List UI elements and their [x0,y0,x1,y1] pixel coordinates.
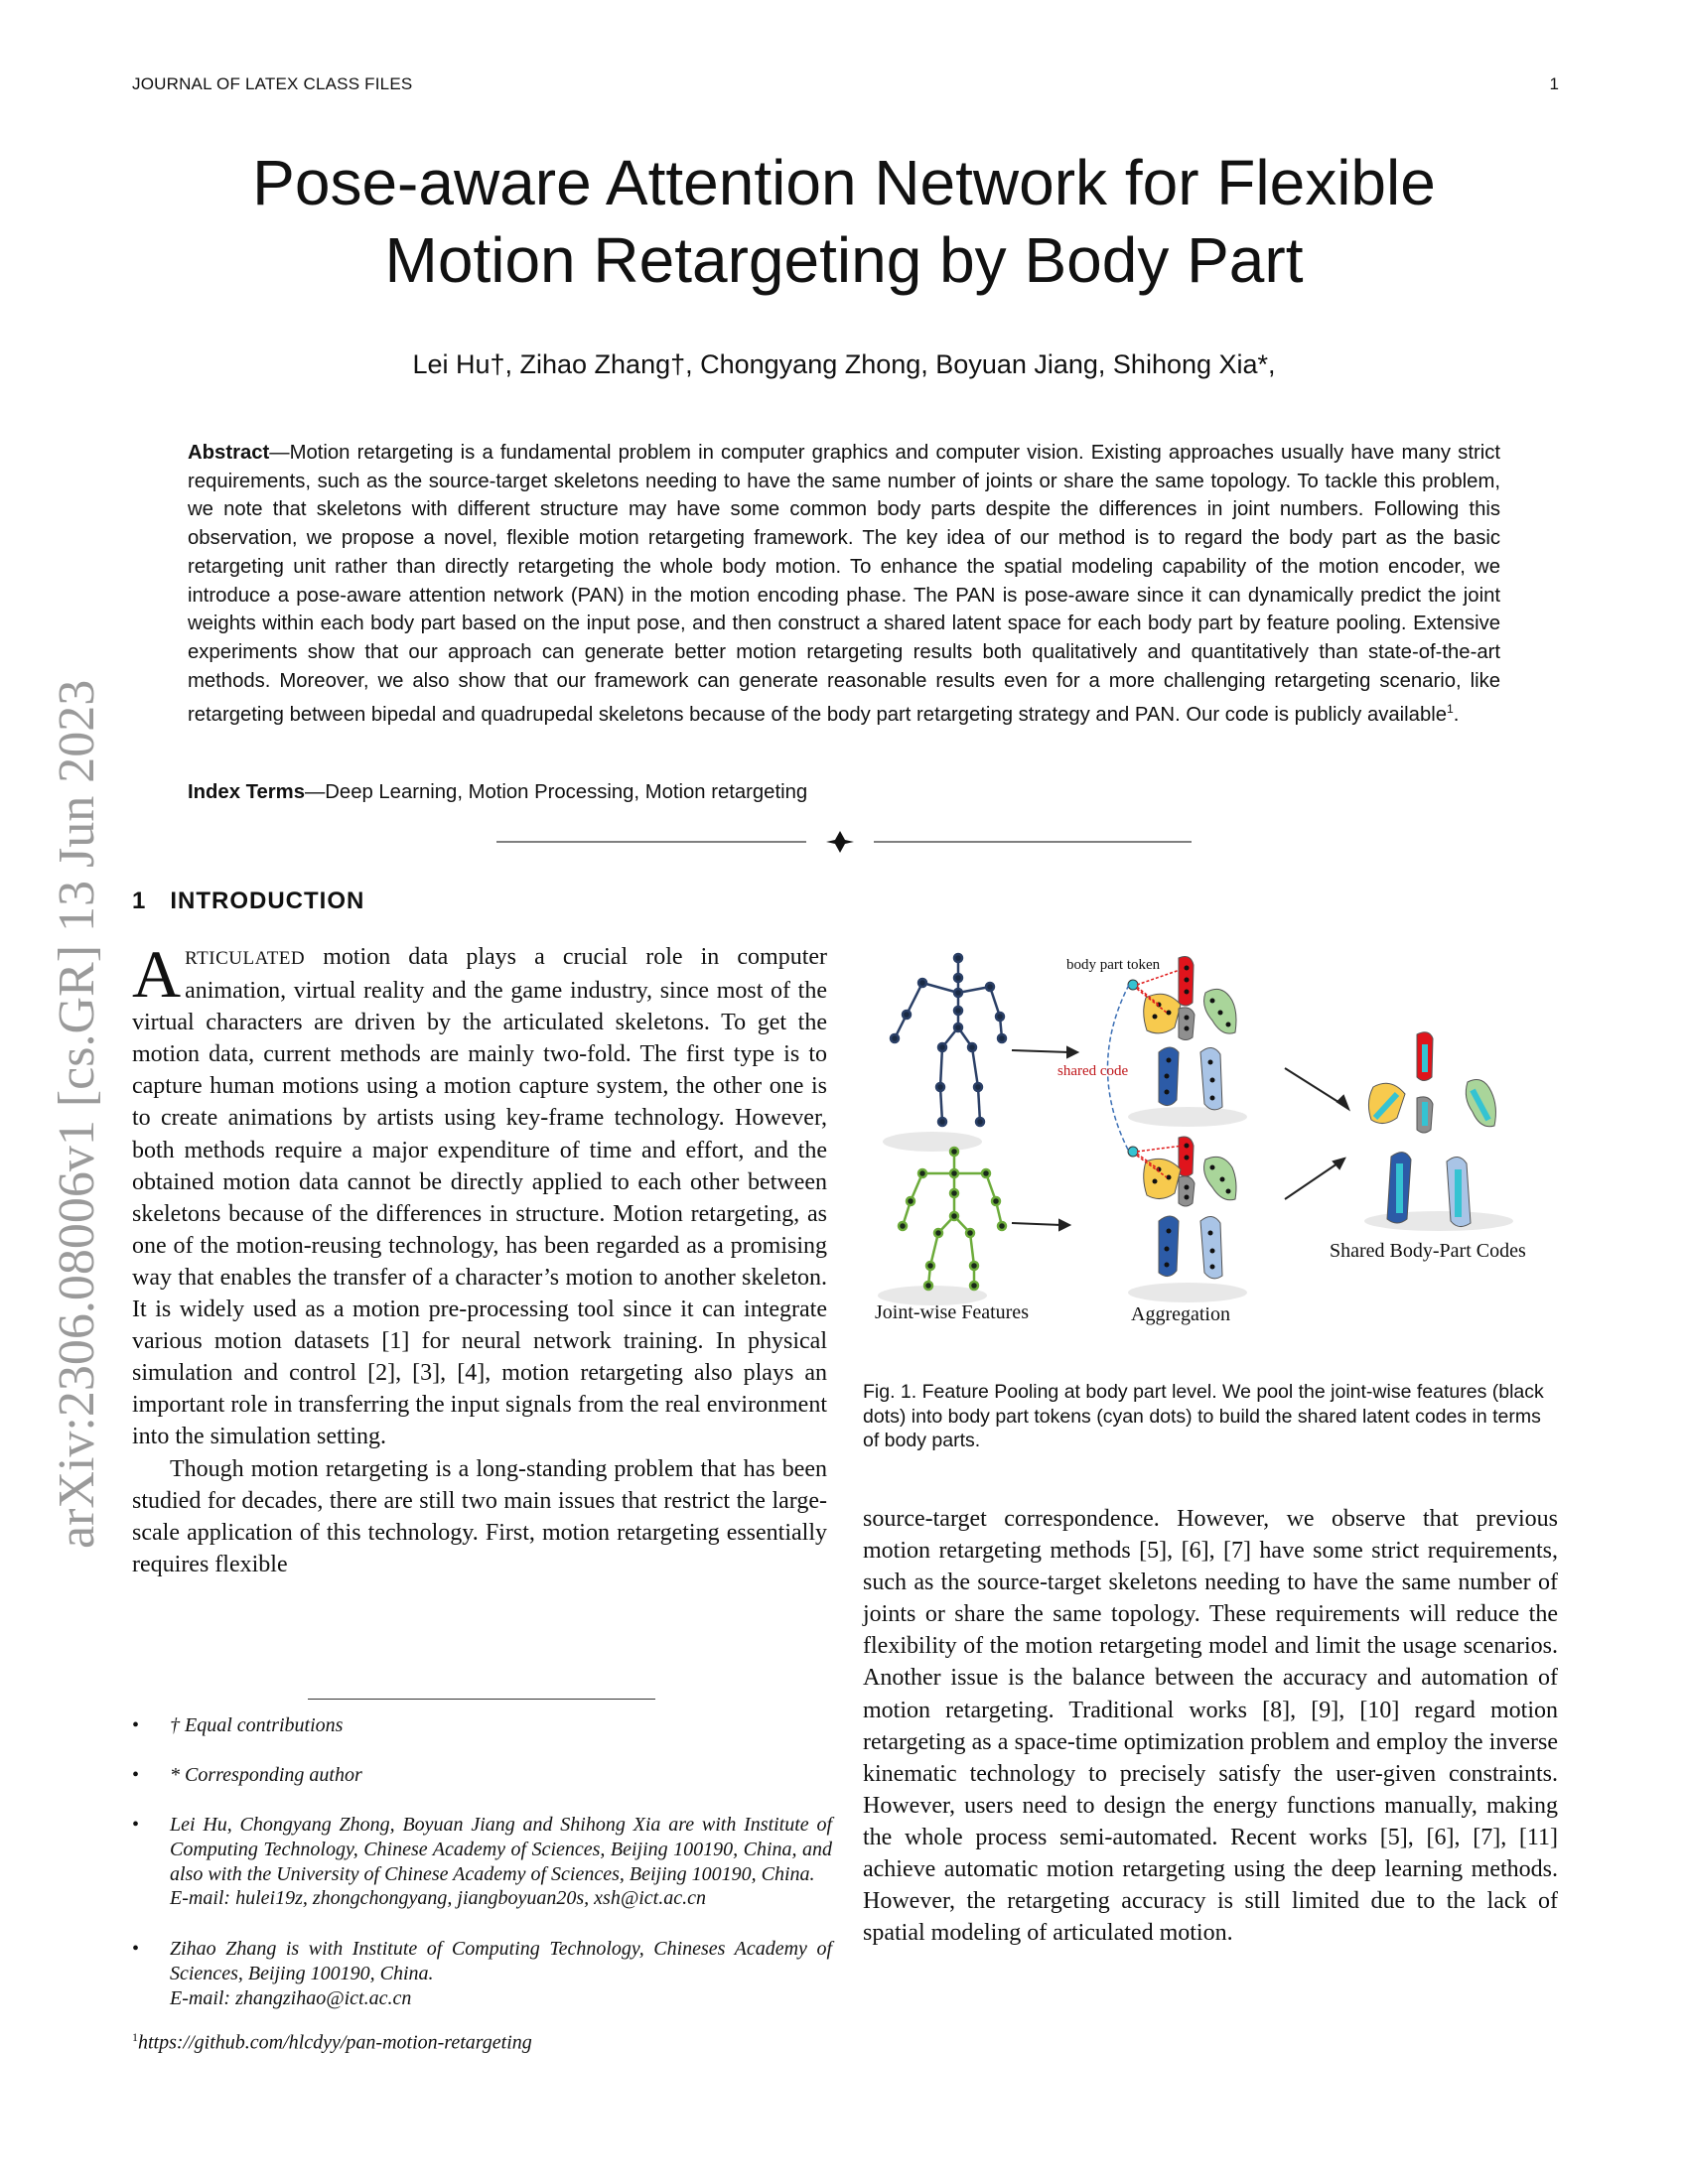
abstract-end: . [1453,704,1460,727]
footnote-text: † Equal contributions [170,1714,344,1736]
code-link[interactable]: https://github.com/hlcdyy/pan-motion-retargeting [138,2031,532,2054]
page-number: 1 [1549,74,1559,93]
drop-cap: A [132,936,182,1012]
label-shared-code: shared code [1057,1063,1129,1079]
skeleton-green [878,1148,1006,1305]
aggregation-top [1128,957,1247,1127]
footnote-3 [132,1813,832,1911]
diamond-icon [826,831,854,853]
footnote-text: Lei Hu, Chongyang Zhong, Boyuan Jiang and Shihong Xia are with Institute of Computing Technology, Chinese Academy of Sciences, Beijing 100190, China, and also with the University of Chinese Academy of Sciences, Beijing 100190, China. [170,1814,832,1885]
figure-1 [863,943,1558,1350]
bullet: • [132,1714,140,1736]
label-aggregation: Aggregation [1131,1303,1230,1325]
section-separator [496,829,1192,855]
footnote-text: * Corresponding author [170,1764,362,1786]
skeleton-blue [883,954,1006,1152]
label-shared-codes: Shared Body-Part Codes [1330,1240,1526,1262]
index-terms [188,781,807,804]
section-title: INTRODUCTION [170,887,365,914]
title-line-1: Pose-aware Attention Network for Flexible [252,147,1436,218]
left-column [132,936,827,1580]
first-word: RTICULATED [185,948,306,969]
index-terms-label: Index Terms [188,781,305,803]
footnote-1 [132,1713,832,1738]
arxiv-stamp: arXiv:2306.08006v1 [cs.GR] 13 Jun 2023 [49,679,105,1549]
bullet: • [132,1764,140,1786]
footnote-rule [308,1699,655,1700]
right-column [863,1503,1558,1949]
index-terms-text: —Deep Learning, Motion Processing, Motion retargeting [304,781,808,803]
label-joint-wise: Joint-wise Features [875,1301,1029,1323]
footnote-4 [132,1937,832,2010]
title-line-2: Motion Retargeting by Body Part [384,224,1304,296]
aggregation-bottom [1128,1137,1247,1302]
footnote-number: 1 [132,2030,138,2044]
intro-p1-text: motion data plays a crucial role in computer animation, virtual reality and the game industry, since most of the virtual characters are driven by the articulated skeletons. To get the motion data, current methods are mainly two-fold. The first type is to capture human motions using a motion capture system, the other one is to create animations by artists using key-frame technology. However, both methods require a major expenditure of time and effort, and the obtained motion data cannot be directly applied to each other between skeletons because of the differences in structure. Motion retargeting, as one of the motion-reusing technology, has been regarded as a promising way that enables the transfer of a character’s motion to another skeleton. It is widely used as a motion pre-processing tool since it can integrate various motion datasets [1] for neural network training. In physical simulation and control [2], [3], [4], motion retargeting also plays an important role in transferring the input signals from the real environment into the simulation setting. [132,944,827,1450]
footnote-text: Zihao Zhang is with Institute of Computing Technology, Chineses Academy of Sciences, Beijing 100190, China. [170,1938,832,1984]
bullet: • [132,1814,140,1836]
abstract-text: —Motion retargeting is a fundamental problem in computer graphics and computer vision. Existing approaches usually have many strict requirements, such as the source-target skeletons needing to have the same number of joints or share the same topology. To tackle this problem, we note that skeletons with different structure may have some common body parts despite the differences in joint numbers. Following this observation, we propose a novel, flexible motion retargeting framework. The key idea of our method is to regard the body part as the basic retargeting unit rather than directly retargeting the whole body motion. To enhance the spatial modeling capability of the motion encoder, we introduce a pose-aware attention network (PAN) in the motion encoding phase. The PAN is pose-aware since it can dynamically predict the joint weights within each body part based on the input pose, and then construct a shared latent space for each body part by feature pooling. Extensive experiments show that our approach can generate better motion retargeting results both qualitatively and quantitatively than state-of-the-art methods. Moreover, we also show that our framework can generate reasonable results even for a more challenging retargeting scenario, like retargeting between bipedal and quadrupedal skeletons because of the body part retargeting strategy and PAN. Our code is publicly available [188,442,1500,727]
figure-caption: Fig. 1. Feature Pooling at body part level. We pool the joint-wise features (black dots) into body part tokens (cyan dots) to build the shared latent codes in terms of body parts. [863,1381,1544,1451]
intro-paragraph-2: Though motion retargeting is a long-standing problem that has been studied for decades, there are still two main issues that restrict the large-scale application of this technology. First, motion retargeting essentially requires flexible [132,1455,827,1577]
footnote-email: E-mail: zhangzihao@ict.ac.cn [170,1986,412,2009]
paper-title [149,144,1539,299]
footnote-2 [132,1763,832,1788]
section-number: 1 [132,887,147,914]
label-body-part-token: body part token [1066,957,1161,973]
section-heading [132,887,364,915]
footnote-email: E-mail: hulei19z, zhongchongyang, jiangboyuan20s, xsh@ict.ac.cn [170,1887,706,1910]
shared-codes [1364,1032,1513,1231]
abstract-label: Abstract [188,442,270,464]
footnote-mark[interactable]: 1 [1447,702,1454,717]
intro-paragraph-3: source-target correspondence. However, we observe that previous motion retargeting methods [5], [6], [7] have some strict requirements, such as the source-target skeletons needing to have the same number of joints or share the same topology. These requirements will reduce the flexibility of the motion retargeting model and limit the usage scenarios. Another issue is the balance between the accuracy and automation of motion retargeting. Traditional works [8], [9], [10] regard motion retargeting as a space-time optimization problem and employ the inverse kinematic technology to precisely satisfy the user-given constraints. However, users need to design the energy functions manually, making the whole process semi-automated. Recent works [5], [6], [7], [11] achieve automatic motion retargeting using the deep learning methods. However, the retargeting accuracy is still limited due to the lack of spatial modeling of articulated motion. [863,1506,1558,1947]
bullet: • [132,1938,140,1960]
abstract [188,439,1500,730]
journal-header: JOURNAL OF LATEX CLASS FILES [132,74,413,93]
author-list: Lei Hu†, Zihao Zhang†, Chongyang Zhong, Boyuan Jiang, Shihong Xia*, [412,349,1276,379]
code-link-footnote [132,2025,832,2055]
intro-paragraph-1 [132,936,827,1453]
